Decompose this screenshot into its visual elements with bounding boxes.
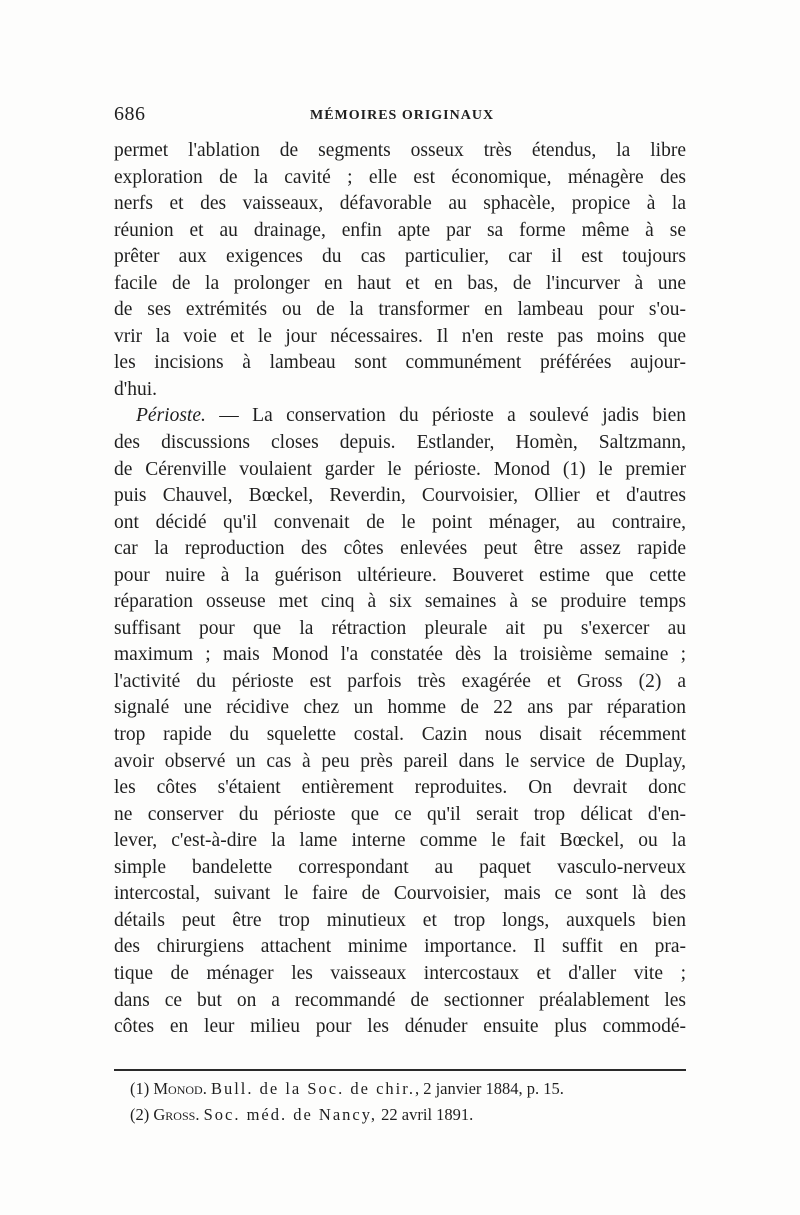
body-text <box>114 138 686 1041</box>
footnote-marker: (2) <box>130 1105 154 1124</box>
footnote-journal: Bull. de la Soc. de chir. <box>210 1079 415 1098</box>
text-line: les côtes s'étaient entièrement reproduites. On devrait donc <box>114 777 686 799</box>
text-line: avoir observé un cas à peu près pareil dans le service de Duplay, <box>114 750 686 772</box>
text-line: les incisions à lambeau sont communément préférées aujour- <box>114 352 686 374</box>
footnote-author: Monod <box>153 1079 203 1098</box>
text-line: d'hui. <box>114 378 158 400</box>
footnote-author: Gross <box>153 1105 196 1124</box>
text-line: côtes en leur milieu pour les dénuder ensuite plus commodé- <box>114 1016 686 1038</box>
page-number: 686 <box>114 103 146 125</box>
text-line: dans ce but on a recommandé de sectionner préalablement les <box>114 989 686 1011</box>
paragraph-start-periosteum <box>114 403 686 430</box>
text-line: vrir la voie et le jour nécessaires. Il n'en reste pas moins que <box>114 325 686 347</box>
footnotes <box>130 1076 690 1128</box>
text-line: réparation osseuse met cinq à six semaines à se produire temps <box>114 591 686 613</box>
text-line: de Cérenville voulaient garder le périoste. Monod (1) le premier <box>114 458 686 480</box>
text-line: des discussions closes depuis. Estlander, Homèn, Saltzmann, <box>114 432 686 454</box>
section-term: Périoste. <box>136 405 206 427</box>
text-line: de ses extrémités ou de la transformer en lambeau pour s'ou- <box>114 299 686 321</box>
page-header <box>114 103 686 133</box>
footnote-details: , 2 janvier 1884, p. 15. <box>414 1079 564 1098</box>
text-line: l'activité du périoste est parfois très exagérée et Gross (2) a <box>114 670 686 692</box>
text-fragment: — La conservation du périoste a soulevé jadis bien <box>205 405 686 427</box>
text-line: facile de la prolonger en haut et en bas, de l'incurver à une <box>114 272 686 294</box>
text-line: détails peut être trop minutieux et trop longs, auxquels bien <box>114 909 686 931</box>
text-line: intercostal, suivant le faire de Courvoisier, mais ce sont là des <box>114 883 686 905</box>
text-line: puis Chauvel, Bœckel, Reverdin, Courvoisier, Ollier et d'autres <box>114 485 686 507</box>
text-line: pour nuire à la guérison ultérieure. Bouveret estime que cette <box>114 564 686 586</box>
text-line: maximum ; mais Monod l'a constatée dès la troisième semaine ; <box>114 644 686 666</box>
footnote-details: 22 avril 1891. <box>377 1105 474 1124</box>
running-head: MÉMOIRES ORIGINAUX <box>310 108 495 123</box>
text-line: prêter aux exigences du cas particulier, car il est toujours <box>114 246 686 268</box>
text-line: suffisant pour que la rétraction pleurale ait pu s'exercer au <box>114 617 686 639</box>
footnote-1 <box>130 1076 690 1102</box>
text-line: réunion et au drainage, enfin apte par sa forme même à se <box>114 219 686 241</box>
text-line: tique de ménager les vaisseaux intercostaux et d'aller vite ; <box>114 962 686 984</box>
footnote-2 <box>130 1102 690 1128</box>
text-line: nerfs et des vaisseaux, défavorable au sphacèle, propice à la <box>114 193 686 215</box>
text-line: ont décidé qu'il convenait de le point ménager, au contraire, <box>114 511 686 533</box>
footnote-marker: (1) <box>130 1079 154 1098</box>
text-line: des chirurgiens attachent minime importance. Il suffit en pra- <box>114 936 686 958</box>
text-line: simple bandelette correspondant au paquet vasculo-nerveux <box>114 856 686 878</box>
footnote-journal: Soc. méd. de Nancy, <box>203 1105 378 1124</box>
footnote-separator: . <box>195 1105 204 1124</box>
text-line: car la reproduction des côtes enlevées peut être assez rapide <box>114 538 686 560</box>
text-line: lever, c'est-à-dire la lame interne comme le fait Bœckel, ou la <box>114 830 686 852</box>
text-line: trop rapide du squelette costal. Cazin nous disait récemment <box>114 724 686 746</box>
text-line: ne conserver du périoste que ce qu'il serait trop délicat d'en- <box>114 803 686 825</box>
footnote-separator: . <box>202 1079 211 1098</box>
text-line: signalé une récidive chez un homme de 22 ans par réparation <box>114 697 686 719</box>
text-line: exploration de la cavité ; elle est économique, ménagère des <box>114 166 686 188</box>
text-line: permet l'ablation de segments osseux très étendus, la libre <box>114 140 686 161</box>
footnote-divider <box>114 1069 686 1071</box>
